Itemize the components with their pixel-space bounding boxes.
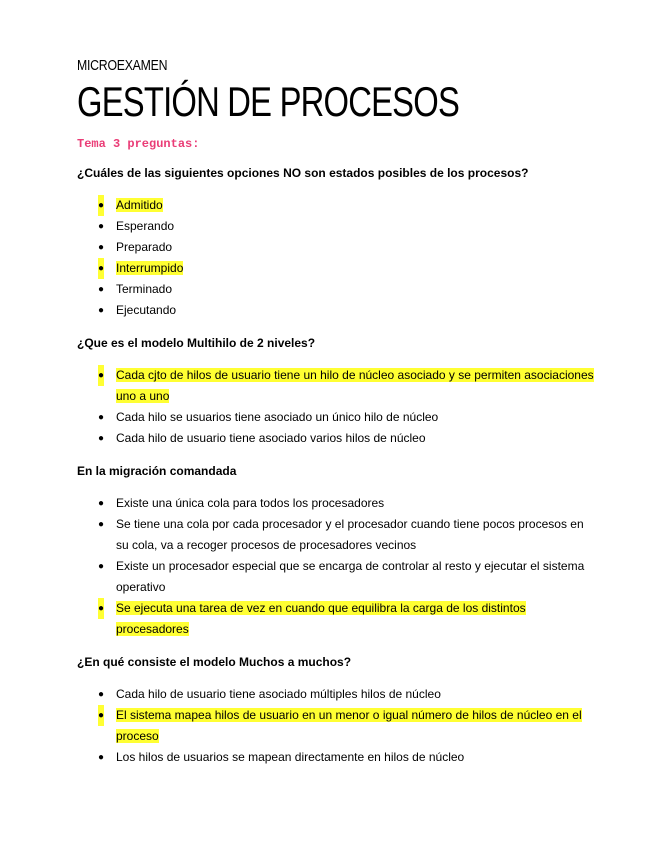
question-4: ¿En qué consiste el modelo Muchos a muchos? (77, 655, 352, 669)
option-text: Cada hilo se usuarios tiene asociado un único hilo de núcleo (116, 410, 439, 424)
option-text: Cada hilo de usuario tiene asociado varios hilos de núcleo (116, 431, 426, 445)
bullet-icon: ● (98, 752, 105, 763)
option-text: Los hilos de usuarios se mapean directamente en hilos de núcleo (116, 750, 465, 764)
list-item (77, 407, 595, 428)
option-text: Cada hilo de usuario tiene asociado múltiples hilos de núcleo (116, 687, 441, 701)
question-3-options (77, 493, 595, 640)
bullet-icon: ● (98, 258, 104, 279)
page-title: GESTIÓN DE PROCESOS (77, 78, 460, 125)
option-text: Existe una única cola para todos los procesadores (116, 496, 385, 510)
list-item (77, 514, 595, 556)
list-item (77, 705, 595, 747)
list-item (77, 684, 595, 705)
document-subtitle: Tema 3 preguntas: (77, 137, 200, 151)
bullet-icon: ● (98, 519, 105, 530)
option-text: Preparado (116, 240, 173, 254)
list-item (77, 216, 595, 237)
bullet-icon: ● (98, 498, 105, 509)
bullet-icon: ● (98, 598, 104, 619)
question-4-options (77, 684, 595, 768)
bullet-icon: ● (98, 221, 105, 232)
list-item (77, 300, 595, 321)
bullet-icon: ● (98, 689, 105, 700)
bullet-icon: ● (98, 242, 105, 253)
bullet-icon: ● (98, 195, 104, 216)
option-text: Se tiene una cola por cada procesador y el procesador cuando tiene pocos procesos en su cola, va a recoger procesos de procesadores vecinos (116, 517, 584, 552)
option-text: El sistema mapea hilos de usuario en un menor o igual número de hilos de núcleo en el proceso (116, 708, 582, 743)
list-item (77, 747, 595, 768)
bullet-icon: ● (98, 305, 105, 316)
question-2-options (77, 365, 595, 449)
question-1: ¿Cuáles de las siguientes opciones NO son estados posibles de los procesos? (77, 166, 529, 180)
bullet-icon: ● (98, 284, 105, 295)
bullet-icon: ● (98, 561, 105, 572)
list-item (77, 258, 595, 279)
bullet-icon: ● (98, 365, 104, 386)
option-text: Interrumpido (116, 261, 184, 275)
document-kicker: MICROEXAMEN (77, 57, 168, 74)
list-item (77, 365, 595, 407)
question-3: En la migración comandada (77, 464, 237, 478)
list-item (77, 237, 595, 258)
list-item (77, 556, 595, 598)
option-text: Admitido (116, 198, 163, 212)
option-text: Terminado (116, 282, 173, 296)
list-item (77, 493, 595, 514)
option-text: Existe un procesador especial que se encarga de controlar al resto y ejecutar el sistema operativo (116, 559, 585, 594)
bullet-icon: ● (98, 705, 104, 726)
list-item (77, 279, 595, 300)
question-2: ¿Que es el modelo Multihilo de 2 niveles? (77, 336, 316, 350)
option-text: Se ejecuta una tarea de vez en cuando que equilibra la carga de los distintos procesadores (116, 601, 526, 636)
list-item (77, 428, 595, 449)
bullet-icon: ● (98, 433, 105, 444)
option-text: Esperando (116, 219, 175, 233)
list-item (77, 195, 595, 216)
question-1-options (77, 195, 595, 321)
option-text: Cada cjto de hilos de usuario tiene un hilo de núcleo asociado y se permiten asociaciones uno a uno (116, 368, 594, 403)
option-text: Ejecutando (116, 303, 177, 317)
list-item (77, 598, 595, 640)
bullet-icon: ● (98, 412, 105, 423)
